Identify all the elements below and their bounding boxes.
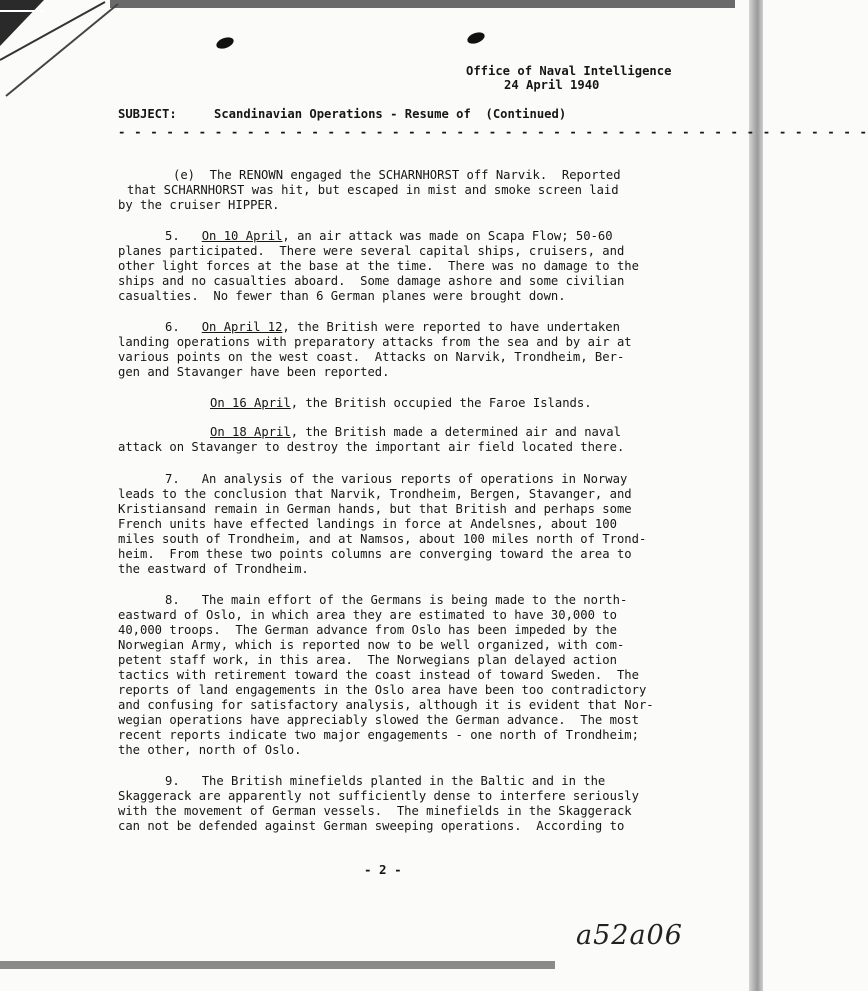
office-name: Office of Naval Intelligence: [466, 64, 672, 78]
para-number: 8.: [165, 593, 180, 607]
punch-hole-mark: [466, 30, 486, 46]
para-8-line: 40,000 troops. The German advance from Oslo has been impeded by the: [118, 623, 617, 637]
para-7-line: French units have effected landings in force at Andelsnes, about 100: [118, 517, 617, 531]
para-7-line: miles south of Trondheim, and at Namsos, about 100 miles north of Trond-: [118, 532, 647, 546]
subject-label: SUBJECT:: [118, 107, 177, 121]
para-5-line: casualties. No fewer than 6 German planes were brought down.: [118, 289, 566, 303]
para-8-line: eastward of Oslo, in which area they are estimated to have 30,000 to: [118, 608, 617, 622]
para-8-line: petent staff work, in this area. The Norwegians plan delayed action: [118, 653, 617, 667]
scan-top-edge: [110, 0, 735, 8]
para-number: 9.: [165, 774, 180, 788]
para-7-first-line: [165, 472, 627, 487]
para-8-line: wegian operations have appreciably slowed the German advance. The most: [118, 713, 639, 727]
para-8-line: reports of land engagements in the Oslo area have been too contradictory: [118, 683, 647, 697]
para-number: 6.: [165, 320, 180, 334]
para-date-underlined: On 10 April: [201, 229, 283, 243]
para-number: 5.: [165, 229, 180, 243]
para-text: , an air attack was made on Scapa Flow; 50-60: [282, 229, 613, 243]
scan-corner-mark: [0, 0, 120, 110]
subject-text: Scandinavian Operations - Resume of (Continued): [214, 107, 567, 121]
para-text: The main effort of the Germans is being made to the north-: [201, 593, 628, 607]
para-7-line: Kristiansand remain in German hands, but that British and perhaps some: [118, 502, 632, 516]
para-8-first-line: [165, 593, 627, 608]
para-16-april: [210, 396, 592, 411]
memo-date: 24 April 1940: [504, 78, 600, 92]
para-text: , the British occupied the Faroe Islands.: [290, 396, 592, 410]
scan-bottom-edge: [0, 961, 555, 969]
para-8-line: Norwegian Army, which is reported now to be well organized, with com-: [118, 638, 625, 652]
para-e-line: (e) The RENOWN engaged the SCHARNHORST off Narvik. Reported: [173, 168, 621, 182]
scan-right-edge: [749, 0, 763, 991]
para-9-line: can not be defended against German sweeping operations. According to: [118, 819, 625, 833]
subject-underline-dashes: - - - - - - - - - - - - - - - - - - - - - - - - - - - - - - - - - - - - - - - - - - - - - - -: [118, 124, 868, 139]
page-number: - 2 -: [364, 862, 402, 877]
para-number: 7.: [165, 472, 180, 486]
para-9-line: Skaggerack are apparently not sufficiently dense to interfere seriously: [118, 789, 639, 803]
para-8-line: and confusing for satisfactory analysis, although it is evident that Nor-: [118, 698, 654, 712]
para-date-underlined: On 16 April: [210, 396, 291, 410]
para-7-line: the eastward of Trondheim.: [118, 562, 309, 576]
para-e-line: by the cruiser HIPPER.: [118, 198, 280, 212]
para-date-underlined: On 18 April: [210, 425, 291, 439]
para-5-line: ships and no casualties aboard. Some damage ashore and some civilian: [118, 274, 625, 288]
para-text: The British minefields planted in the Baltic and in the: [201, 774, 606, 788]
punch-hole-mark: [215, 35, 235, 51]
para-e-line: that SCHARNHORST was hit, but escaped in mist and smoke screen laid: [127, 183, 619, 197]
para-9-first-line: [165, 774, 605, 789]
para-8-line: the other, north of Oslo.: [118, 743, 302, 757]
para-8-line: tactics with retirement toward the coast instead of toward Sweden. The: [118, 668, 639, 682]
para-18-april-line: attack on Stavanger to destroy the important air field located there.: [118, 440, 625, 454]
para-7-line: leads to the conclusion that Narvik, Trondheim, Bergen, Stavanger, and: [118, 487, 632, 501]
para-6-line: gen and Stavanger have been reported.: [118, 365, 390, 379]
para-7-line: heim. From these two points columns are converging toward the area to: [118, 547, 632, 561]
para-9-line: with the movement of German vessels. The minefields in the Skaggerack: [118, 804, 632, 818]
para-date-underlined: On April 12: [201, 320, 283, 334]
para-5-line: planes participated. There were several capital ships, cruisers, and: [118, 244, 625, 258]
para-6-line: landing operations with preparatory attacks from the sea and by air at: [118, 335, 632, 349]
para-5-first-line: [165, 229, 613, 244]
para-6-first-line: [165, 320, 620, 335]
para-18-april-first-line: [210, 425, 621, 440]
para-6-line: various points on the west coast. Attacks on Narvik, Trondheim, Ber-: [118, 350, 625, 364]
para-text: , the British made a determined air and naval: [290, 425, 621, 439]
para-5-line: other light forces at the base at the time. There was no damage to the: [118, 259, 639, 273]
para-text: , the British were reported to have undertaken: [282, 320, 620, 334]
handwritten-document-id: a52a06: [576, 920, 683, 951]
para-text: An analysis of the various reports of operations in Norway: [201, 472, 628, 486]
para-8-line: recent reports indicate two major engagements - one north of Trondheim;: [118, 728, 639, 742]
